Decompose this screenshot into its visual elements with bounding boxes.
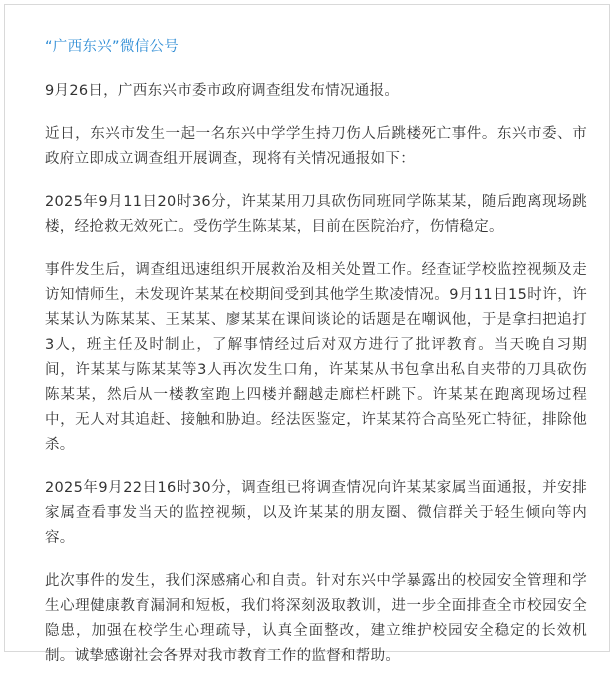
paragraph-date: 9月26日，广西东兴市委市政府调查组发布情况通报。: [45, 83, 400, 99]
paragraph-family-notice: 2025年9月22日16时30分，调查组已将调查情况向许某某家属当面通报，并安排家属查看事发当天的监控视频，以及许某某的朋友圈、微信群关于轻生倾向等内容。: [45, 480, 587, 546]
paragraph-incident: 2025年9月11日20时36分，许某某用刀具砍伤同班同学陈某某，随后跑离现场跳楼，经抢救无效死亡。受伤学生陈某某，目前在医院治疗，伤情稳定。: [45, 194, 587, 235]
paragraph-investigation: 事件发生后，调查组迅速组织开展救治及相关处置工作。经查证学校监控视频及走访知情师生，未发现许某某在校期间受到其他学生欺凌情况。9月11日15时许，许某某认为陈某某、王某某、廖某某在课间谈论的话题是在嘲讽他，于是拿扫把追打3人，班主任及时制止，了解事情经过后对双方进行了批评教育。当天晚自习期间，许某某与陈某某等3人再次发生口角，许某某从书包拿出私自夹带的刀具砍伤陈某某，然后从一楼教室跑上四楼并翻越走廊栏杆跳下。许某某在跑离现场过程中，无人对其追赶、接触和胁迫。经法医鉴定，许某某符合高坠死亡特征，排除他杀。: [45, 262, 587, 453]
article-content: [45, 35, 587, 687]
paragraph-response: 此次事件的发生，我们深感痛心和自责。针对东兴中学暴露出的校园安全管理和学生心理健康教育漏洞和短板，我们将深刻汲取教训，进一步全面排查全市校园安全隐患，加强在校学生心理疏导，认真全面整改，建立维护校园安全稳定的长效机制。诚挚感谢社会各界对我市教育工作的监督和帮助。: [45, 573, 587, 664]
source-label: “广西东兴”微信公号: [45, 39, 180, 55]
paragraph-intro: 近日，东兴市发生一起一名东兴中学学生持刀伤人后跳楼死亡事件。东兴市委、市政府立即成立调查组开展调查，现将有关情况通报如下：: [45, 126, 587, 167]
article-frame: [4, 4, 610, 664]
